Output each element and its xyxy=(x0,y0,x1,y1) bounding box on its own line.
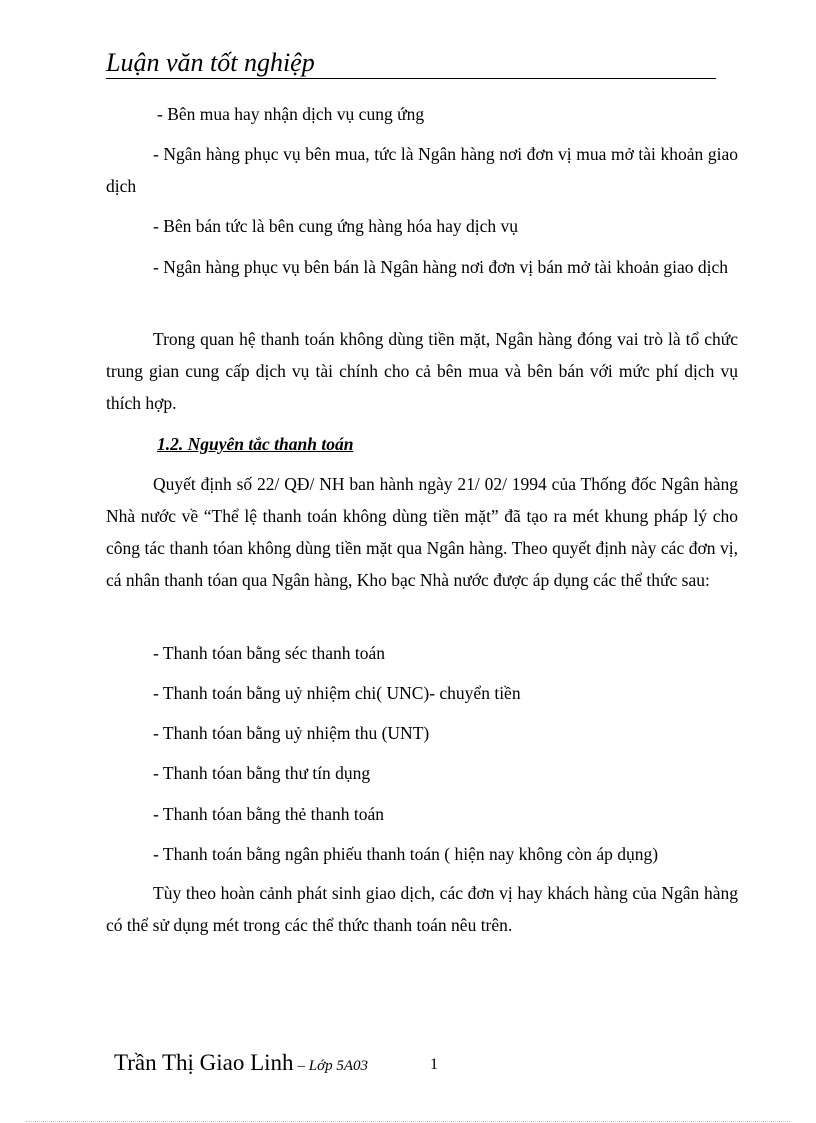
list-item-letter-of-credit: - Thanh tóan bằng thư tín dụng xyxy=(153,763,371,783)
list-item-unc: - Thanh toán bằng uỷ nhiệm chi( UNC)- chuyển tiền xyxy=(153,683,521,703)
page-header-title: Luận văn tốt nghiệp xyxy=(106,48,716,79)
list-item-unt: - Thanh tóan bằng uỷ nhiệm thu (UNT) xyxy=(153,723,430,743)
paragraph-decision: Quyết định số 22/ QĐ/ NH ban hành ngày 21/ 02/ 1994 của Thống đốc Ngân hàng Nhà nước về “Thể lệ thanh toán không dùng tiền mặt” đã tạo ra mét khung pháp lý cho công tác thanh tóan không dùng tiền mặt qua Ngân hàng. Theo quyết định này các đơn vị, cá nhân thanh tóan qua Ngân hàng, Kho bạc Nhà nước được áp dụng các thể thức sau: xyxy=(106,474,738,590)
paragraph-buyer-bank: - Ngân hàng phục vụ bên mua, tức là Ngân hàng nơi đơn vị mua mở tài khoản giao dịch xyxy=(106,144,738,196)
paragraph-conclusion: Tùy theo hoàn cảnh phát sinh giao dịch, các đơn vị hay khách hàng của Ngân hàng có thể sử dụng mét trong các thể thức thanh toán nêu trên. xyxy=(106,883,738,935)
paragraph-seller-bank: - Ngân hàng phục vụ bên bán là Ngân hàng nơi đơn vị bán mở tài khoản giao dịch xyxy=(153,257,728,277)
paragraph-seller: - Bên bán tức là bên cung ứng hàng hóa hay dịch vụ xyxy=(153,216,518,236)
list-item-cheque: - Thanh tóan bằng séc thanh toán xyxy=(153,643,385,663)
list-item-bank-draft: - Thanh toán bằng ngân phiếu thanh toán ( hiện nay không còn áp dụng) xyxy=(153,844,659,864)
footer-class: – Lớp 5A03 xyxy=(297,1058,369,1074)
paragraph-bank-role: Trong quan hệ thanh toán không dùng tiền mặt, Ngân hàng đóng vai trò là tổ chức trung gian cung cấp dịch vụ tài chính cho cả bên mua và bên bán với mức phí dịch vụ thích hợp. xyxy=(106,329,738,413)
list-item-card: - Thanh tóan bằng thẻ thanh toán xyxy=(153,804,385,824)
footer-author: Trần Thị Giao Linh xyxy=(114,1050,294,1075)
page-footer xyxy=(114,1048,438,1081)
page-number: 1 xyxy=(430,1056,438,1073)
section-heading: 1.2. Nguyên tắc thanh toán xyxy=(157,434,354,454)
page-bottom-divider xyxy=(26,1121,790,1122)
paragraph-buyer: - Bên mua hay nhận dịch vụ cung ứng xyxy=(157,104,425,124)
